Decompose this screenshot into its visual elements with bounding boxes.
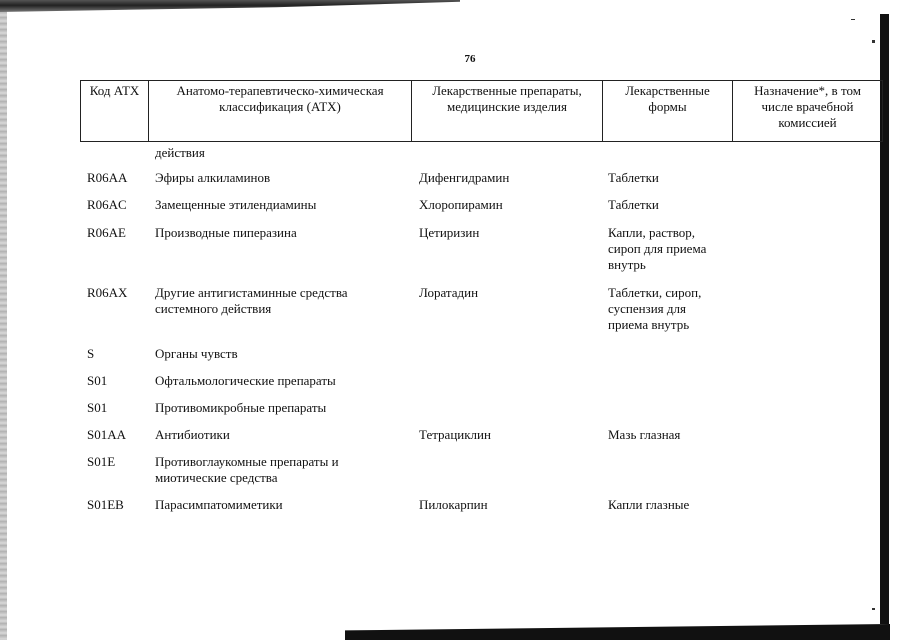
column-header-purpose: Назначение*, в том числе врачебной комиссией xyxy=(733,81,883,142)
atc-code: S01 xyxy=(87,373,108,388)
dosage-form: Мазь глазная xyxy=(608,427,681,442)
atc-classification: Производные пиперазина xyxy=(155,225,297,240)
atc-classification: Замещенные этилендиамины xyxy=(155,197,317,212)
atc-code: S01E xyxy=(87,454,116,469)
dosage-form: Капли глазные xyxy=(608,497,690,512)
atc-classification: Антибиотики xyxy=(155,427,230,442)
drug-name: Тетрациклин xyxy=(419,427,491,442)
drug-name: Пилокарпин xyxy=(419,497,488,512)
dosage-form: Таблетки xyxy=(608,197,659,212)
column-header-forms: Лекарственные формы xyxy=(603,81,733,142)
atc-classification: Офтальмологические препараты xyxy=(155,373,336,388)
atc-classification: Эфиры алкиламинов xyxy=(155,170,271,185)
continuation-text: действия xyxy=(155,145,205,160)
drug-name: Дифенгидрамин xyxy=(419,170,510,185)
atc-code: R06AE xyxy=(87,225,126,240)
atc-code: R06AC xyxy=(87,197,127,212)
atc-classification: Органы чувств xyxy=(155,346,238,361)
dosage-form: Капли, раствор, сироп для приема внутрь xyxy=(608,225,707,272)
column-header-classification: Анатомо-терапевтическо-химическая классификация (АТХ) xyxy=(149,81,412,142)
drug-name: Цетиризин xyxy=(419,225,480,240)
dosage-form: Таблетки xyxy=(608,170,659,185)
drug-name: Лоратадин xyxy=(419,285,479,300)
atc-code: S01EB xyxy=(87,497,124,512)
atc-classification: Другие антигистаминные средства системного действия xyxy=(155,285,348,316)
atc-classification: Противомикробные препараты xyxy=(155,400,327,415)
atc-classification: Парасимпатомиметики xyxy=(155,497,283,512)
atc-code: R06AA xyxy=(87,170,128,185)
atc-code: R06AX xyxy=(87,285,128,300)
column-header-code: Код АТХ xyxy=(81,81,149,142)
column-header-drugs: Лекарственные препараты, медицинские изделия xyxy=(412,81,603,142)
atc-code: S01AA xyxy=(87,427,127,442)
drug-name: Хлоропирамин xyxy=(419,197,503,212)
atc-classification: Противоглаукомные препараты и миотические средства xyxy=(155,454,339,485)
dosage-form: Таблетки, сироп, суспензия для приема внутрь xyxy=(608,285,702,332)
page-number: 76 xyxy=(464,53,476,65)
atc-code: S01 xyxy=(87,400,108,415)
atc-code: S xyxy=(87,346,95,361)
